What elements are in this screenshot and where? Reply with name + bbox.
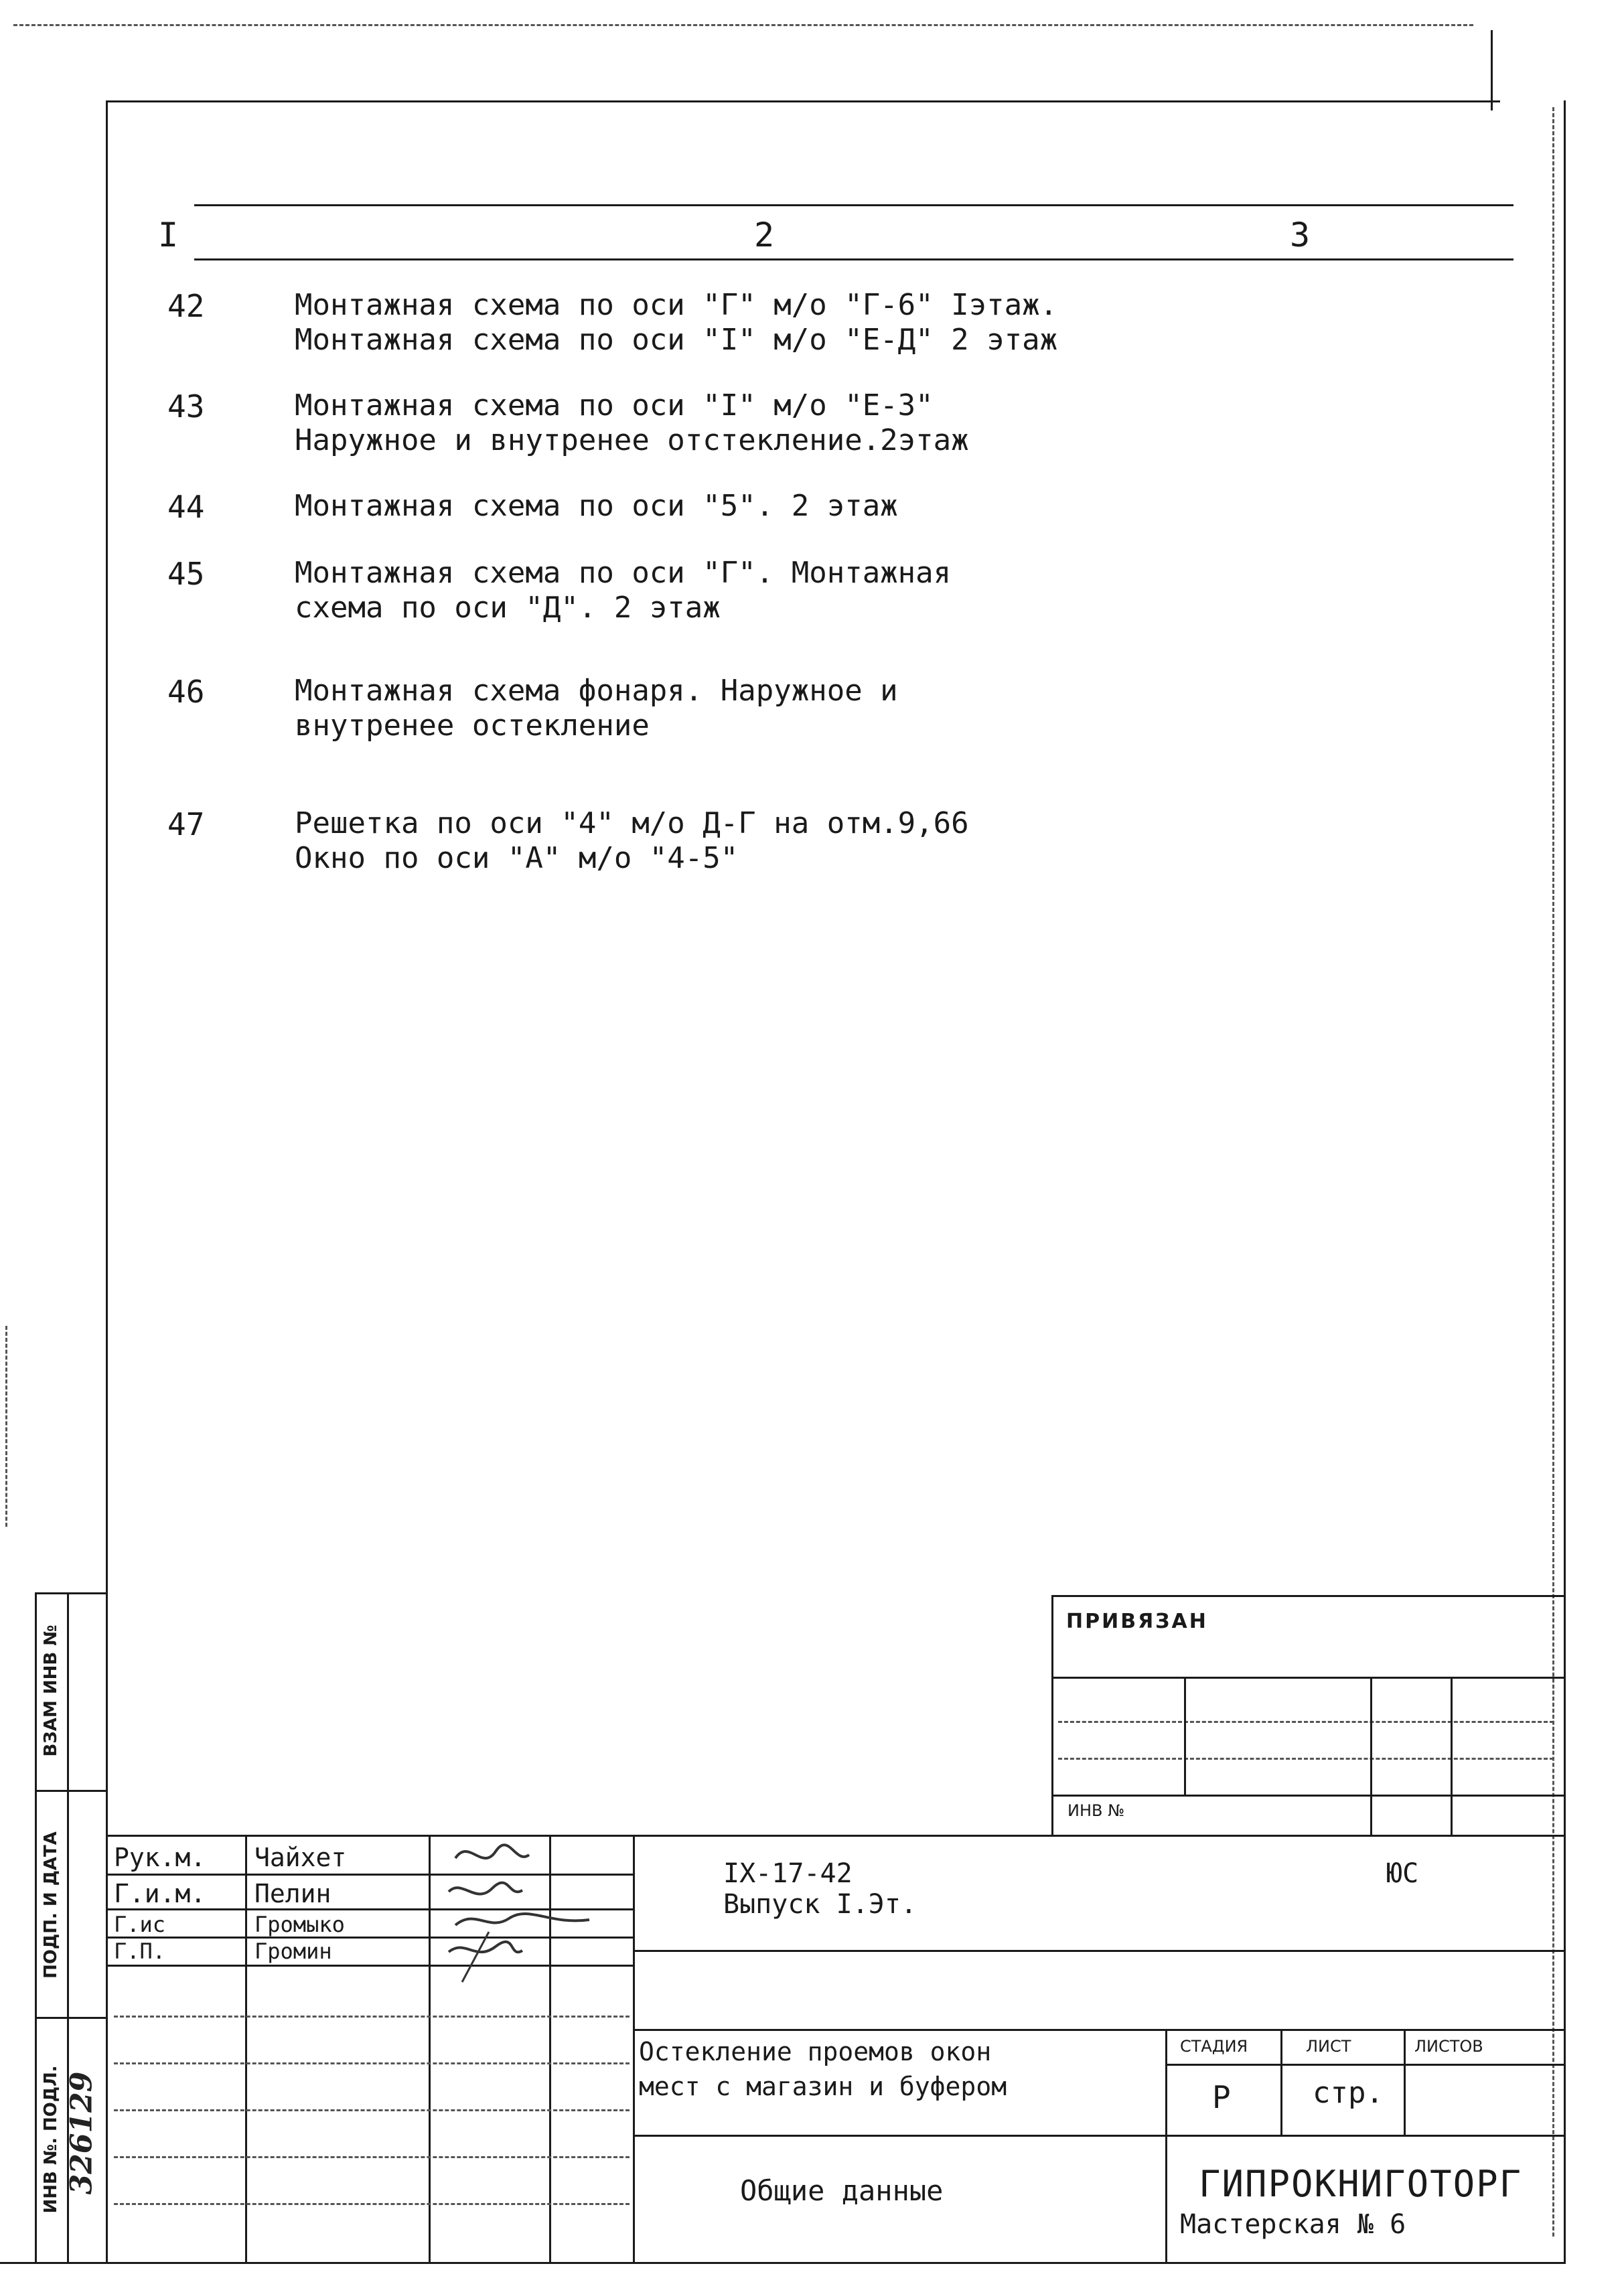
side-strip-sep [35,1790,107,1792]
stamp-box-top [1051,1595,1566,1597]
stamp-grid-rule [1051,1677,1566,1679]
stamp-grid-divider [1370,1677,1372,1835]
title-block-col [245,1835,247,2262]
role-label: Рук.м. [114,1843,206,1872]
column-header-2: 2 [754,216,775,254]
title-block-col [1280,2029,1282,2135]
row-title-line1: Решетка по оси "4" м/о Д-Г на отм.9,66 [295,806,969,840]
stamp-grid-divider [1451,1677,1453,1835]
stamp-grid-divider [1184,1677,1186,1795]
stamp-grid-rule [1051,1795,1566,1797]
row-title-line2: схема по оси "Д". 2 этаж [295,591,721,625]
title-block-row-dashed [114,2062,630,2064]
row-title-line1: Монтажная схема по оси "Г" м/о "Г-6" Iэтаж. [295,288,1058,322]
organization-name: ГИПРОКНИГОТОРГ [1199,2163,1523,2205]
title-block-row-dashed [114,2016,630,2018]
row-number: 45 [167,556,205,592]
drawing-description-line1: Остекление проемов окон [639,2037,992,2066]
table-header-top-rule [194,204,1514,206]
title-block-divider [633,1835,635,2262]
title-block-top [106,1835,1566,1837]
frame-right [1564,100,1566,2263]
frame-top [106,100,1500,102]
stamp-inv-label: ИНВ № [1067,1801,1125,1820]
row-number: 46 [167,674,205,710]
side-inv-handwritten: 326129 [64,2071,99,2195]
column-header-1: I [158,216,179,254]
title-block-row [633,2135,1564,2137]
title-block-row [633,2029,1564,2031]
title-block-row-dashed [114,2156,630,2158]
row-title-line1: Монтажная схема по оси "Г". Монтажная [295,556,952,590]
title-block-col [1165,2029,1167,2262]
stamp-grid-rule-dashed [1058,1721,1554,1723]
column-header-3: 3 [1290,216,1311,254]
scan-edge-top [13,24,1473,26]
title-block-row-dashed [114,2203,630,2205]
person-name: Громыко [254,1912,345,1937]
issue-label: Выпуск I.Эт. [723,1889,917,1920]
person-name: Чайхет [254,1843,347,1872]
row-number: 44 [167,489,205,525]
scan-edge-right-dashed [1552,107,1554,2237]
row-title-line2: Монтажная схема по оси "I" м/о "Е-Д" 2 этаж [295,323,1058,357]
role-label: Г.ис [114,1912,166,1937]
side-label-vzam-inv: ВЗАМ ИНВ № [41,1624,61,1757]
table-header-bottom-rule [194,258,1514,260]
stamp-grid-rule-dashed [1058,1758,1554,1760]
row-title-line2: внутренее остекление [295,708,650,743]
role-label: Г.П. [114,1939,166,1964]
stamp-box-title: ПРИВЯЗАН [1066,1610,1208,1633]
organization-subdivision: Мастерская № 6 [1180,2209,1406,2240]
drawing-description-line2: мест с магазин и буфером [639,2072,1007,2101]
row-title-line2: Окно по оси "А" м/о "4-5" [295,841,739,875]
stage-header: СТАДИЯ [1180,2037,1248,2056]
row-number: 42 [167,288,205,324]
side-label-inv-podl: ИНВ №. ПОДЛ. [41,2065,61,2214]
side-strip-sep [35,2017,107,2019]
person-name: Пелин [254,1879,331,1908]
scan-edge-right [1491,30,1493,110]
row-number: 43 [167,388,205,425]
row-title-line1: Монтажная схема по оси "I" м/о "Е-З" [295,388,934,423]
side-strip-inner [35,1592,37,2262]
document-code: IX-17-42 [723,1858,853,1889]
stamp-box-left [1051,1595,1053,1836]
row-title-line1: Монтажная схема по оси "5". 2 этаж [295,489,898,523]
signature-scribbles [435,1831,630,1985]
row-title-line2: Наружное и внутренее отстекление.2этаж [295,423,969,457]
title-block-row [1165,2064,1564,2066]
stage-value: Р [1212,2079,1231,2115]
frame-left [106,100,108,2263]
row-number: 47 [167,806,205,842]
sheet-header: ЛИСТ [1306,2037,1351,2056]
frame-bottom [0,2262,1566,2264]
document-code-suffix: ЮС [1386,1858,1419,1889]
scan-edge-left-dashed [5,1326,7,1527]
side-strip-top [35,1592,107,1594]
role-label: Г.и.м. [114,1879,206,1908]
person-name: Громин [254,1939,332,1964]
row-title-line1: Монтажная схема фонаря. Наружное и [295,674,898,708]
sheets-header: ЛИСТОВ [1414,2037,1483,2056]
title-block-col [1404,2029,1406,2135]
sheet-title: Общие данные [740,2174,944,2207]
side-label-podp-data: ПОДП. И ДАТА [41,1831,61,1979]
sheet-value: стр. [1313,2076,1384,2110]
title-block-row-dashed [114,2109,630,2111]
title-block-row [633,1950,1564,1952]
title-block-col [429,1835,431,2262]
